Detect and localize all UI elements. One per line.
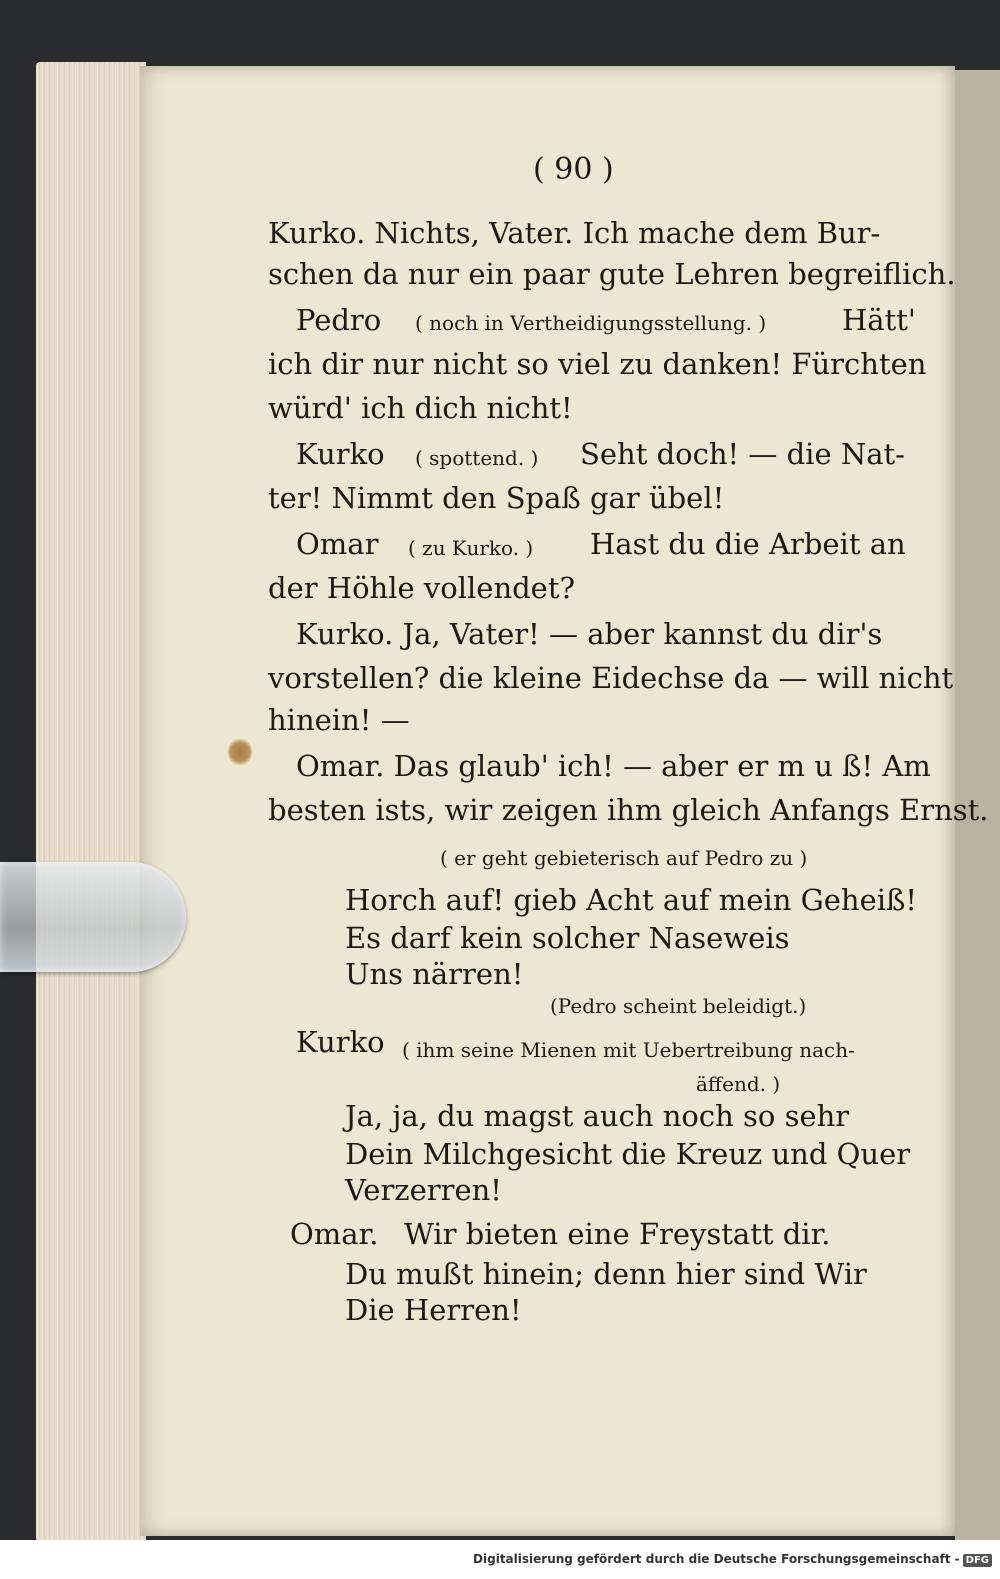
text-line-10: Kurko. Ja, Vater! — aber kannst du dir's bbox=[296, 617, 883, 651]
text-line-13: Omar. Das glaub' ich! — aber er m u ß! Am bbox=[296, 749, 931, 783]
text-line-12: hinein! — bbox=[268, 703, 410, 737]
dfg-logo: DFG bbox=[963, 1554, 992, 1567]
text-line-8: Hast du die Arbeit an bbox=[590, 527, 906, 561]
text-line-7: ter! Nimmt den Spaß gar übel! bbox=[268, 481, 725, 515]
verse-line-5: Dein Milchgesicht die Kreuz und Quer bbox=[345, 1137, 911, 1171]
text-line-11: vorstellen? die kleine Eidechse da — will nicht bbox=[268, 661, 954, 695]
stage-direction: ( ihm seine Mienen mit Uebertreibung nach- bbox=[402, 1038, 855, 1062]
speaker-pedro: Pedro bbox=[296, 303, 382, 337]
verse-line-9: Die Herren! bbox=[345, 1293, 522, 1327]
speaker-omar: Omar. bbox=[290, 1217, 379, 1251]
text-line-4: ich dir nur nicht so viel zu danken! Fürchten bbox=[268, 347, 927, 381]
footer-credit bbox=[473, 1552, 992, 1567]
text-line-1: Kurko. Nichts, Vater. Ich mache dem Bur- bbox=[268, 216, 881, 250]
stage-direction: ( er geht gebieterisch auf Pedro zu ) bbox=[440, 846, 808, 870]
speaker-kurko: Kurko bbox=[296, 1025, 385, 1059]
verse-line-1: Horch auf! gieb Acht auf mein Geheiß! bbox=[345, 883, 918, 917]
stage-direction: ( noch in Vertheidigungsstellung. ) bbox=[415, 311, 767, 335]
verse-line-3: Uns närren! bbox=[345, 957, 524, 991]
stage-direction: ( spottend. ) bbox=[415, 446, 539, 470]
text-line-14: besten ists, wir zeigen ihm gleich Anfangs Ernst. bbox=[268, 793, 989, 827]
verse-line-4: Ja, ja, du magst auch noch so sehr bbox=[345, 1099, 850, 1133]
page-number: ( 90 ) bbox=[533, 152, 614, 187]
speaker-omar: Omar bbox=[296, 527, 379, 561]
text-line-6: Seht doch! — die Nat- bbox=[580, 437, 905, 471]
stage-direction-cont: äffend. ) bbox=[696, 1072, 781, 1096]
stage-direction: ( zu Kurko. ) bbox=[408, 536, 534, 560]
text-line-5: würd' ich dich nicht! bbox=[268, 391, 573, 425]
verse-line-6: Verzerren! bbox=[345, 1173, 502, 1207]
text-line-9: der Höhle vollendet? bbox=[268, 571, 576, 605]
text-line-3: Hätt' bbox=[842, 303, 916, 337]
paper-stain bbox=[228, 738, 252, 766]
text-line-2: schen da nur ein paar gute Lehren begreiflich. bbox=[268, 257, 956, 291]
verse-line-7: Wir bieten eine Freystatt dir. bbox=[404, 1217, 831, 1251]
stage-direction: (Pedro scheint beleidigt.) bbox=[550, 994, 807, 1018]
page-clip bbox=[0, 862, 186, 972]
verse-line-8: Du mußt hinein; denn hier sind Wir bbox=[345, 1257, 867, 1291]
speaker-kurko: Kurko bbox=[296, 437, 385, 471]
book-page-edges bbox=[36, 62, 146, 1542]
footer-credit-text: Digitalisierung gefördert durch die Deutsche Forschungsgemeinschaft - bbox=[473, 1552, 960, 1566]
verse-line-2: Es darf kein solcher Naseweis bbox=[345, 921, 790, 955]
